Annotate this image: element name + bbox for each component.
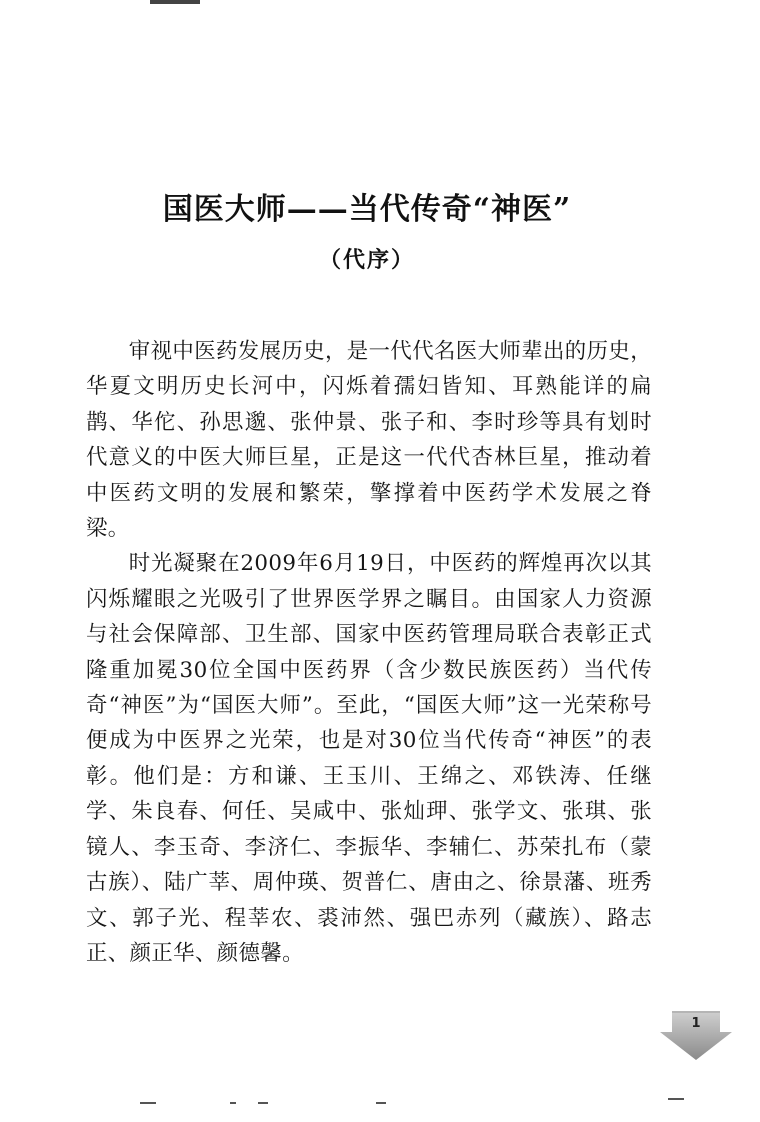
bottom-edge-mark [258, 1102, 268, 1104]
body-text [86, 334, 652, 971]
bottom-edge-mark [230, 1102, 236, 1104]
page-title: 国医大师——当代传奇“神医” [162, 192, 572, 227]
bottom-edge-mark [376, 1102, 386, 1104]
bottom-edge-mark [140, 1102, 156, 1104]
page-number: 1 [691, 1016, 701, 1031]
page-subtitle: （代序） [318, 247, 415, 273]
bottom-edge-mark [668, 1098, 684, 1100]
paragraph-2: 时光凝聚在2009年6月19日，中医药的辉煌再次以其闪烁耀眼之光吸引了世界医学界之瞩目。由国家人力资源与社会保障部、卫生部、国家中医药管理局联合表彰正式隆重加冕30位全国中医药界（含少数民族医药）当代传奇“神医”为“国医大师”。至此，“国医大师”这一光荣称号便成为中医界之光荣，也是对30位当代传奇“神医”的表彰。他们是：方和谦、王玉川、王绵之、邓铁涛、任继学、朱良春、何任、吴咸中、张灿玾、张学文、张琪、张镜人、李玉奇、李济仁、李振华、李辅仁、苏荣扎布（蒙古族）、陆广莘、周仲瑛、贺普仁、唐由之、徐景藩、班秀文、郭子光、程莘农、裘沛然、强巴赤列（藏族）、路志正、颜正华、颜德馨。 [86, 551, 652, 966]
paragraph-1: 审视中医药发展历史，是一代代名医大师辈出的历史，华夏文明历史长河中，闪烁着孺妇皆知、耳熟能详的扁鹊、华佗、孙思邈、张仲景、张子和、李时珍等具有划时代意义的中医大师巨星，正是这一代代杏林巨星，推动着中医药文明的发展和繁荣，擎撑着中医药学术发展之脊梁。 [86, 339, 652, 542]
top-edge-mark [150, 0, 200, 4]
